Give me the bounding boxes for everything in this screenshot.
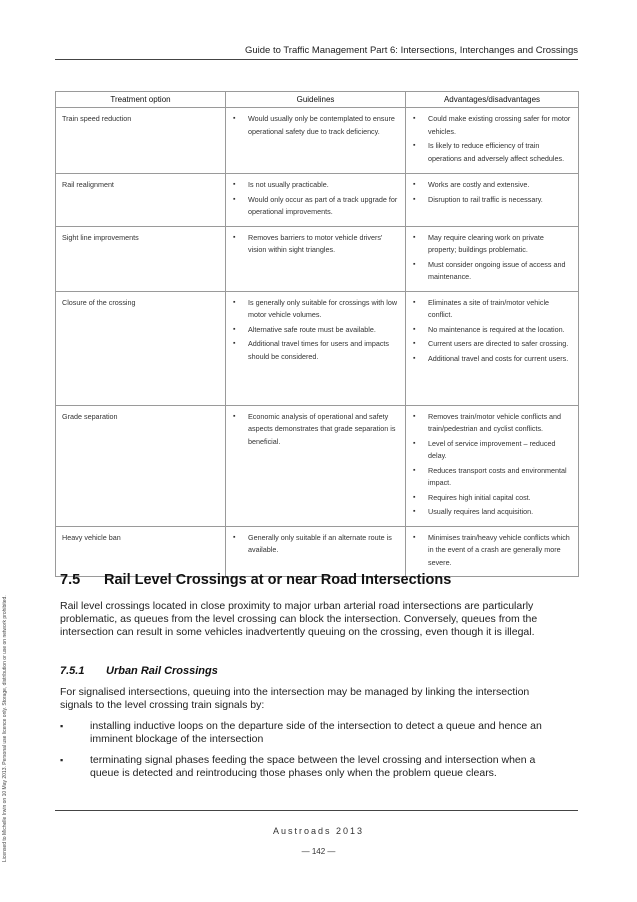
running-header: Guide to Traffic Management Part 6: Intersections, Interchanges and Crossings — [244, 45, 578, 56]
list-item — [60, 720, 560, 746]
table-row — [56, 291, 579, 405]
advantage-item: ▪ May require clearing work on private property; buildings problematic. — [412, 232, 572, 257]
advantages-cell — [406, 108, 579, 174]
column-header-advantages: Advantages/disadvantages — [406, 92, 579, 108]
section-title: Rail Level Crossings at or near Road Intersections — [104, 572, 452, 588]
subsection-intro: For signalised intersections, queuing into the intersection may be managed by linking the intersection signals to the level crossing train signals by: — [60, 686, 530, 711]
table-row — [56, 526, 579, 577]
footer-divider — [55, 810, 578, 811]
guideline-item: ▪ Economic analysis of operational and safety aspects demonstrates that grade separation is beneficial. — [232, 411, 399, 449]
guideline-item: ▪ Removes barriers to motor vehicle drivers' vision within sight triangles. — [232, 232, 399, 257]
section-heading — [60, 572, 451, 588]
list-item-text: terminating signal phases feeding the space between the level crossing and intersection when a queue is detected and reintroducing those phases only when the problem queue clears. — [90, 754, 536, 779]
advantage-item: ▪ Usually requires land acquisition. — [412, 506, 572, 519]
guideline-item: ▪ Would usually only be contemplated to ensure operational safety due to track deficiency. — [232, 113, 399, 138]
advantage-item: ▪ Current users are directed to safer crossing. — [412, 338, 572, 351]
advantage-item: ▪ Disruption to rail traffic is necessary. — [412, 194, 572, 207]
advantage-item: ▪ Works are costly and extensive. — [412, 179, 572, 192]
guidelines-cell — [226, 526, 406, 577]
guideline-item: ▪ Additional travel times for users and impacts should be considered. — [232, 338, 399, 363]
guidelines-cell — [226, 174, 406, 227]
guideline-item: ▪ Alternative safe route must be available. — [232, 324, 399, 337]
treatment-option-cell: Heavy vehicle ban — [56, 526, 226, 577]
advantage-item: ▪ Reduces transport costs and environmental impact. — [412, 465, 572, 490]
advantages-cell — [406, 526, 579, 577]
footer-organisation: Austroads 2013 — [272, 826, 365, 836]
advantage-item: ▪ Removes train/motor vehicle conflicts and train/pedestrian and cyclist conflicts. — [412, 411, 572, 436]
subsection-title: Urban Rail Crossings — [106, 665, 218, 677]
guidelines-cell — [226, 405, 406, 526]
treatment-option-cell: Train speed reduction — [56, 108, 226, 174]
advantages-cell — [406, 226, 579, 291]
guideline-item: ▪ Is generally only suitable for crossings with low motor vehicle volumes. — [232, 297, 399, 322]
guidelines-cell — [226, 291, 406, 405]
table-row — [56, 405, 579, 526]
guideline-item: ▪ Would only occur as part of a track upgrade for operational improvements. — [232, 194, 399, 219]
advantage-item: ▪ Requires high initial capital cost. — [412, 492, 572, 505]
advantage-item: ▪ Level of service improvement – reduced delay. — [412, 438, 572, 463]
section-number: 7.5 — [60, 572, 81, 588]
treatment-option-cell: Sight line improvements — [56, 226, 226, 291]
table-header-row — [56, 92, 579, 108]
treatment-option-cell: Closure of the crossing — [56, 291, 226, 405]
list-item-text: installing inductive loops on the departure side of the intersection to detect a queue and hence an imminent blockage of the intersection — [90, 720, 542, 745]
advantage-item: ▪ No maintenance is required at the location. — [412, 324, 572, 337]
table-row — [56, 226, 579, 291]
treatment-option-cell: Rail realignment — [56, 174, 226, 227]
column-header-treatment: Treatment option — [56, 92, 226, 108]
list-item — [60, 754, 560, 780]
advantage-item: ▪ Minimises train/heavy vehicle conflicts which in the event of a crash are generally more severe. — [412, 532, 572, 570]
guideline-item: ▪ Generally only suitable if an alternate route is available. — [232, 532, 399, 557]
treatment-options-table — [55, 91, 579, 577]
advantage-item: ▪ Could make existing crossing safer for motor vehicles. — [412, 113, 572, 138]
guidelines-cell — [226, 108, 406, 174]
subsection-heading — [60, 665, 218, 677]
bullet-marker: ▪ — [60, 721, 64, 731]
table-row — [56, 174, 579, 227]
advantages-cell — [406, 174, 579, 227]
advantages-cell — [406, 405, 579, 526]
advantage-item: ▪ Additional travel and costs for current users. — [412, 353, 572, 366]
column-header-guidelines: Guidelines — [226, 92, 406, 108]
page-number: — 142 — — [301, 847, 336, 856]
guidelines-cell — [226, 226, 406, 291]
bullet-marker: ▪ — [60, 755, 64, 765]
header-divider — [55, 59, 578, 60]
advantage-item: ▪ Is likely to reduce efficiency of train operations and adversely affect schedules. — [412, 140, 572, 165]
advantages-cell — [406, 291, 579, 405]
advantage-item: ▪ Must consider ongoing issue of access and maintenance. — [412, 259, 572, 284]
section-paragraph: Rail level crossings located in close proximity to major urban arterial road intersections are particularly problematic, as queues from the level crossing can block the intersection. Conversely, queues from the intersection can result in some vehicles inadvertently queuing on the crossing, even though it is illegal. — [60, 600, 538, 638]
licence-watermark: Licensed to Michelle Irwin on 10 May 2013. Personal use licence only. Storage, distribution or use on network prohibited. — [2, 595, 8, 862]
table-row — [56, 108, 579, 174]
guideline-item: ▪ Is not usually practicable. — [232, 179, 399, 192]
treatment-option-cell: Grade separation — [56, 405, 226, 526]
advantage-item: ▪ Eliminates a site of train/motor vehicle conflict. — [412, 297, 572, 322]
subsection-number: 7.5.1 — [60, 665, 85, 677]
